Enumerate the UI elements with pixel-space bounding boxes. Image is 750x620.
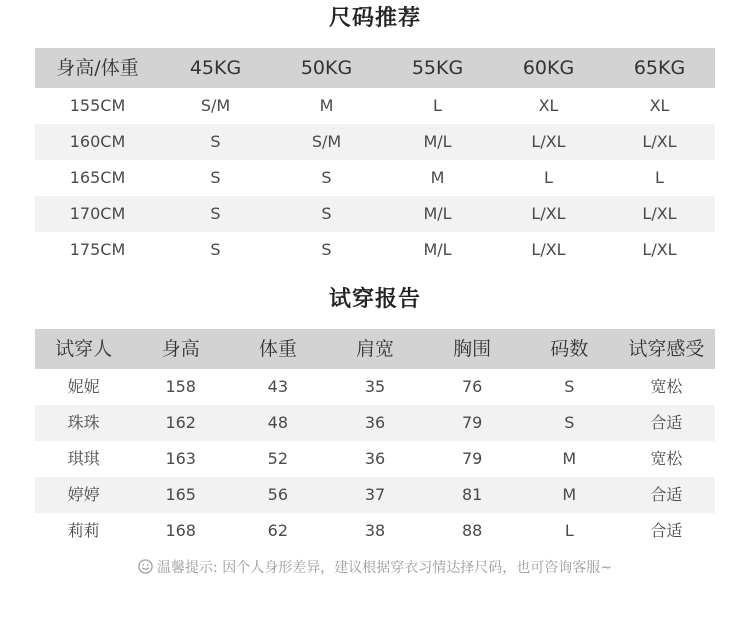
trial-cell: 62	[267, 521, 289, 540]
trial-cell: 165	[132, 477, 229, 513]
size-cell: L/XL	[493, 196, 604, 232]
trial-cell: L	[564, 521, 574, 540]
size-cell: S/M	[200, 96, 231, 115]
table-row	[35, 441, 715, 477]
trial-cell: 36	[326, 405, 423, 441]
trial-cell: 81	[424, 477, 521, 513]
trial-cell: 79	[424, 405, 521, 441]
trial-cell: 珠珠	[35, 405, 132, 441]
table-row	[35, 405, 715, 441]
size-cell: S	[160, 124, 271, 160]
trial-cell: 合适	[618, 477, 715, 513]
size-cell: S	[210, 240, 221, 259]
trial-cell: 妮妮	[67, 377, 100, 396]
size-cell: S	[321, 240, 332, 259]
trial-cell: 琪琪	[67, 449, 100, 468]
trial-cell: 79	[461, 449, 483, 468]
table-row	[35, 196, 715, 232]
trial-cell: 43	[267, 377, 289, 396]
trial-cell: 52	[267, 449, 289, 468]
table-row	[35, 513, 715, 549]
trial-cell: 163	[165, 449, 196, 468]
trial-cell: 76	[461, 377, 483, 396]
trial-cell: 35	[364, 377, 386, 396]
trial-cell: 莉莉	[67, 521, 100, 540]
trial-cell: 36	[364, 449, 386, 468]
table-row	[35, 88, 715, 124]
size-header-cell: 60KG	[493, 48, 604, 88]
size-cell: 165CM	[69, 168, 126, 187]
trial-cell: S	[521, 405, 618, 441]
size-chart-header-row	[35, 48, 715, 88]
size-cell: L	[544, 168, 553, 187]
size-header-cell: 50KG	[271, 48, 382, 88]
trial-cell: 48	[229, 405, 326, 441]
size-header-cell: 65KG	[604, 48, 715, 88]
trial-cell: 合适	[618, 405, 715, 441]
size-cell: S	[210, 168, 221, 187]
trial-header-cell: 码数	[521, 329, 618, 369]
size-cell: L/XL	[642, 240, 677, 259]
size-tip	[0, 556, 750, 580]
size-cell: 160CM	[35, 124, 160, 160]
trial-header-cell: 胸围	[424, 329, 521, 369]
size-header-cell: 55KG	[382, 48, 493, 88]
smile-icon	[138, 558, 153, 573]
size-cell: L	[433, 96, 442, 115]
size-chart-title: 尺码推荐	[328, 6, 421, 31]
trial-header-cell: 身高	[132, 329, 229, 369]
trial-report-table	[35, 329, 715, 549]
size-cell: S	[160, 196, 271, 232]
trial-cell: 88	[461, 521, 483, 540]
size-cell: M	[319, 96, 334, 115]
trial-cell: 38	[364, 521, 386, 540]
size-cell: 170CM	[35, 196, 160, 232]
trial-report-header-row	[35, 329, 715, 369]
size-cell: 175CM	[69, 240, 126, 259]
size-cell: S/M	[271, 124, 382, 160]
size-cell: L	[655, 168, 664, 187]
trial-cell: 162	[132, 405, 229, 441]
trial-cell: 56	[229, 477, 326, 513]
size-header-cell: 身高/体重	[35, 48, 160, 88]
table-row	[35, 124, 715, 160]
trial-header-cell: 试穿人	[35, 329, 132, 369]
trial-report-title: 试穿报告	[328, 287, 421, 312]
trial-cell: 宽松	[650, 377, 683, 396]
table-row	[35, 160, 715, 196]
size-cell: 155CM	[69, 96, 126, 115]
size-header-cell: 45KG	[160, 48, 271, 88]
table-row	[35, 232, 715, 268]
size-cell: M/L	[382, 124, 493, 160]
size-cell: L/XL	[604, 124, 715, 160]
table-row	[35, 369, 715, 405]
table-row	[35, 477, 715, 513]
trial-cell: 婷婷	[35, 477, 132, 513]
tip-text: 温馨提示: 因个人身形差异，建议根据穿衣习情达择尺码，也可咨询客服~	[157, 560, 612, 576]
trial-header-cell: 体重	[229, 329, 326, 369]
size-cell: L/XL	[531, 240, 566, 259]
trial-cell: 168	[165, 521, 196, 540]
size-cell: M	[430, 168, 445, 187]
size-cell: M/L	[382, 196, 493, 232]
size-cell: L/XL	[604, 196, 715, 232]
trial-cell: 37	[326, 477, 423, 513]
trial-cell: 宽松	[650, 449, 683, 468]
trial-cell: M	[562, 449, 577, 468]
size-cell: M/L	[423, 240, 452, 259]
trial-cell: S	[564, 377, 575, 396]
size-cell: XL	[538, 96, 559, 115]
size-cell: L/XL	[493, 124, 604, 160]
trial-cell: 合适	[650, 521, 683, 540]
size-cell: S	[321, 168, 332, 187]
size-cell: S	[271, 196, 382, 232]
size-chart-table	[35, 48, 715, 268]
trial-header-cell: 试穿感受	[618, 329, 715, 369]
trial-header-cell: 肩宽	[326, 329, 423, 369]
size-cell: XL	[649, 96, 670, 115]
trial-cell: 158	[165, 377, 196, 396]
trial-cell: M	[521, 477, 618, 513]
